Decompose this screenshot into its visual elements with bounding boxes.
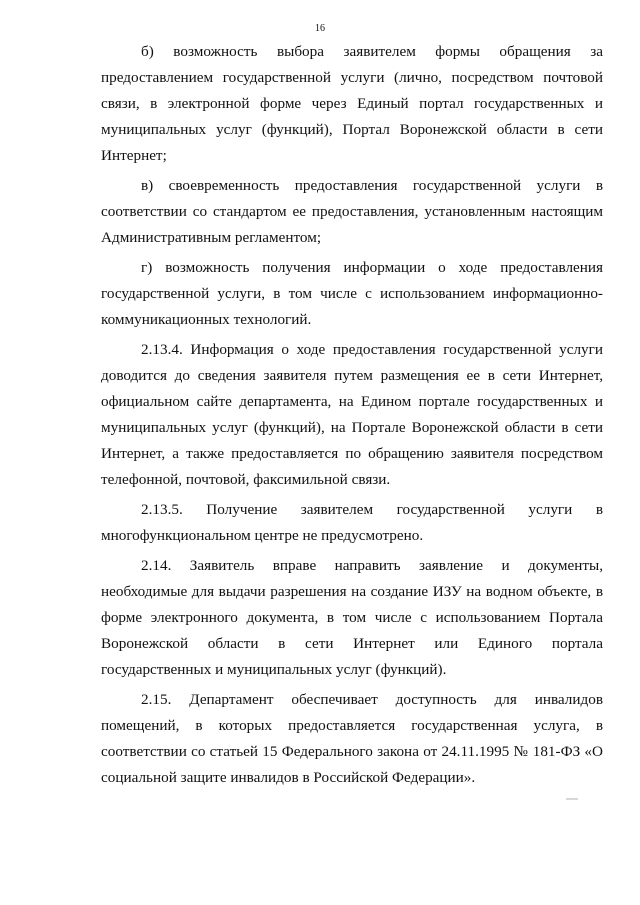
paragraph-2-14: 2.14. Заявитель вправе направить заявление и документы, необходимые для выдачи разрешения на создание ИЗУ на водном объекте, в форме электронного документа, в том числе с использованием Портала Воронежской области в сети Интернет или Единого портала государственных и муниципальных услуг (функций).: [101, 557, 603, 678]
paragraph-2-13-3-g: г) возможность получения информации о ходе предоставления государственной услуги, в том числе с использованием информационно-коммуникационных технологий.: [101, 259, 603, 328]
paragraph-2-13-4: 2.13.4. Информация о ходе предоставления государственной услуги доводится до сведения заявителя путем размещения ее в сети Интернет, официальном сайте департамента, на Едином портале государственных и муниципальных услуг (функций), на Портале Воронежской области в сети Интернет, а также предоставляется по обращению заявителя посредством телефонной, почтовой, факсимильной связи.: [101, 341, 603, 488]
paragraph-2-15: 2.15. Департамент обеспечивает доступность для инвалидов помещений, в которых предоставляется государственная услуга, в соответствии со статьей 15 Федерального закона от 24.11.1995 № 181-ФЗ «О социальной защите инвалидов в Российской Федерации».: [101, 691, 603, 786]
scan-speck: [566, 798, 578, 800]
page-number: 16: [315, 23, 325, 34]
document-body: [101, 39, 603, 791]
paragraph-2-13-5: 2.13.5. Получение заявителем государственной услуги в многофункциональном центре не предусмотрено.: [101, 501, 603, 544]
paragraph-2-13-3-b: б) возможность выбора заявителем формы обращения за предоставлением государственной услуги (лично, посредством почтовой связи, в электронной форме через Единый портал государственных и муниципальных услуг (функций), Портал Воронежской области в сети Интернет;: [101, 43, 603, 164]
paragraph-2-13-3-v: в) своевременность предоставления государственной услуги в соответствии со стандартом ее предоставления, установленным настоящим Административным регламентом;: [101, 177, 603, 246]
